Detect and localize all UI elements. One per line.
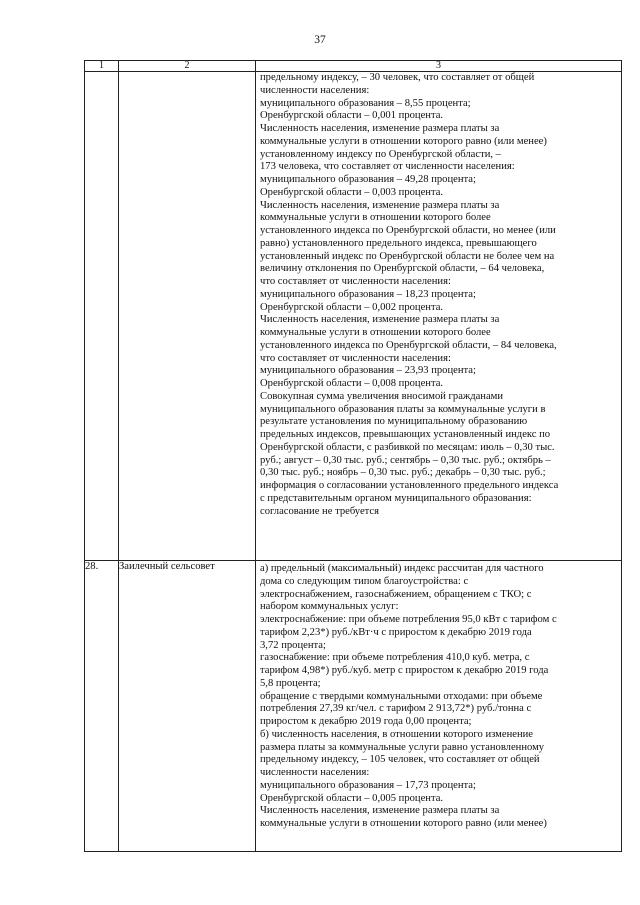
text-line: 5,8 процента; [260, 677, 321, 689]
text-line: результате установления по муниципальному образованию [260, 416, 528, 428]
text-line: приростом к декабрю 2019 года 0,00 процента; [260, 716, 472, 727]
text-line: потребления 27,39 кг/чел. с тарифом 2 913,72*) руб./тонна с [260, 703, 532, 715]
text-line: Оренбургской области – 0,001 процента. [260, 110, 444, 122]
text-line: что составляет от численности населения: [260, 352, 451, 364]
text-line: муниципального образования – 49,28 процента; [260, 174, 476, 185]
text-line: б) численность населения, в отношении которого изменение [260, 728, 533, 740]
text-line: 0,30 тыс. руб.; ноябрь – 0,30 тыс. руб.; декабрь – 0,30 тыс. руб.; [260, 467, 546, 479]
text-line: коммунальные услуги в отношении которого равно (или менее) [260, 135, 547, 147]
text-line: Оренбургской области – 0,008 процента. [260, 378, 444, 389]
text-line: муниципального образования – 17,73 процента; [260, 779, 476, 791]
text-line: Численность населения, изменение размера платы за [260, 199, 500, 211]
text-line: а) предельный (максимальный) индекс рассчитан для частного [260, 563, 544, 574]
text-line: Оренбургской области – 0,003 процента. [260, 186, 444, 198]
row-name-cell [119, 72, 256, 561]
text-line: равно) установленного предельного индекса, превышающего [260, 237, 537, 249]
text-line: предельному индексу, – 105 человек, что составляет от общей [260, 754, 540, 766]
column-header-3: 3 [256, 61, 622, 72]
text-line: тарифом 4,98*) руб./куб. метр с приростом к декабрю 2019 года [260, 665, 549, 676]
text-line: с представительным органом муниципального образования: [260, 492, 532, 504]
text-line: руб.; август – 0,30 тыс. руб.; сентябрь – 0,30 тыс. руб.; октябрь – [260, 454, 551, 466]
text-line: коммунальные услуги в отношении которого более [260, 327, 491, 338]
text-line: Совокупная сумма увеличения вносимой гражданами [260, 390, 504, 402]
text-line: установленного индекса по Оренбургской области, но менее (или [260, 225, 556, 236]
row-text-cell [256, 72, 622, 561]
text-line: что составляет от численности населения: [260, 276, 451, 287]
text-line: коммунальные услуги в отношении которого равно (или менее) [260, 818, 547, 829]
table-row [85, 561, 622, 852]
text-line: информация о согласовании установленного предельного индекса [260, 480, 559, 491]
text-line: тарифом 2,23*) руб./кВт·ч с приростом к декабрю 2019 года [260, 626, 532, 638]
text-line: Оренбургской области, с разбивкой по месяцам: июль – 0,30 тыс. [260, 441, 555, 453]
text-line: 173 человека, что составляет от численности населения: [260, 161, 515, 173]
text-line: установленному индексу по Оренбургской области, – [260, 148, 501, 160]
text-line: установленный индекс по Оренбургской области не более чем на [260, 250, 555, 262]
text-line: муниципального образования – 18,23 процента; [260, 288, 476, 300]
text-line: Численность населения, изменение размера платы за [260, 314, 500, 326]
row-number-cell: 28. [85, 561, 119, 852]
text-line: численности населения: [260, 84, 370, 96]
text-line: набором коммунальных услуг: [260, 601, 399, 613]
text-line: муниципального образования – 23,93 процента; [260, 365, 476, 377]
row-number-cell [85, 72, 119, 561]
text-line: электроснабжением, газоснабжением, обращением с ТКО; с [260, 588, 532, 600]
text-line: согласование не требуется [260, 505, 380, 517]
text-line: электроснабжение: при объеме потребления 95,0 кВт с тарифом с [260, 614, 557, 625]
text-line: установленного индекса по Оренбургской области, – 84 человека, [260, 339, 557, 351]
text-line: численности населения: [260, 767, 370, 778]
row-text-cell [256, 561, 622, 852]
text-line: обращение с твердыми коммунальными отходами: при объеме [260, 690, 543, 702]
document-table [84, 60, 622, 852]
page-number: 37 [314, 34, 326, 46]
column-header-2: 2 [119, 61, 256, 72]
text-line: предельному индексу, – 30 человек, что составляет от общей [260, 72, 535, 83]
column-header-1: 1 [85, 61, 119, 72]
row-text-block [256, 72, 621, 560]
text-line: Оренбургской области – 0,002 процента. [260, 301, 444, 313]
text-line: муниципального образования – 8,55 процента; [260, 97, 471, 109]
text-line: муниципального образования платы за коммунальные услуги в [260, 403, 546, 415]
text-line: 3,72 процента; [260, 639, 326, 651]
table-header-row [85, 61, 622, 72]
table-row [85, 72, 622, 561]
text-line: предельных индексов, превышающих установленный индекс по [260, 429, 551, 440]
text-line: коммунальные услуги в отношении которого более [260, 212, 491, 224]
row-text-block [256, 561, 621, 851]
text-line: величину отклонения по Оренбургской области, – 64 человека, [260, 263, 545, 275]
text-line: дома со следующим типом благоустройства: с [260, 575, 469, 587]
text-line: газоснабжение: при объеме потребления 410,0 куб. метра, с [260, 652, 530, 664]
row-name-cell: Заилечный сельсовет [119, 561, 256, 852]
text-line: Оренбургской области – 0,005 процента. [260, 792, 444, 804]
text-line: Численность населения, изменение размера платы за [260, 805, 500, 817]
text-line: размера платы за коммунальные услуги равно установленному [260, 741, 545, 753]
text-line: Численность населения, изменение размера платы за [260, 123, 500, 134]
